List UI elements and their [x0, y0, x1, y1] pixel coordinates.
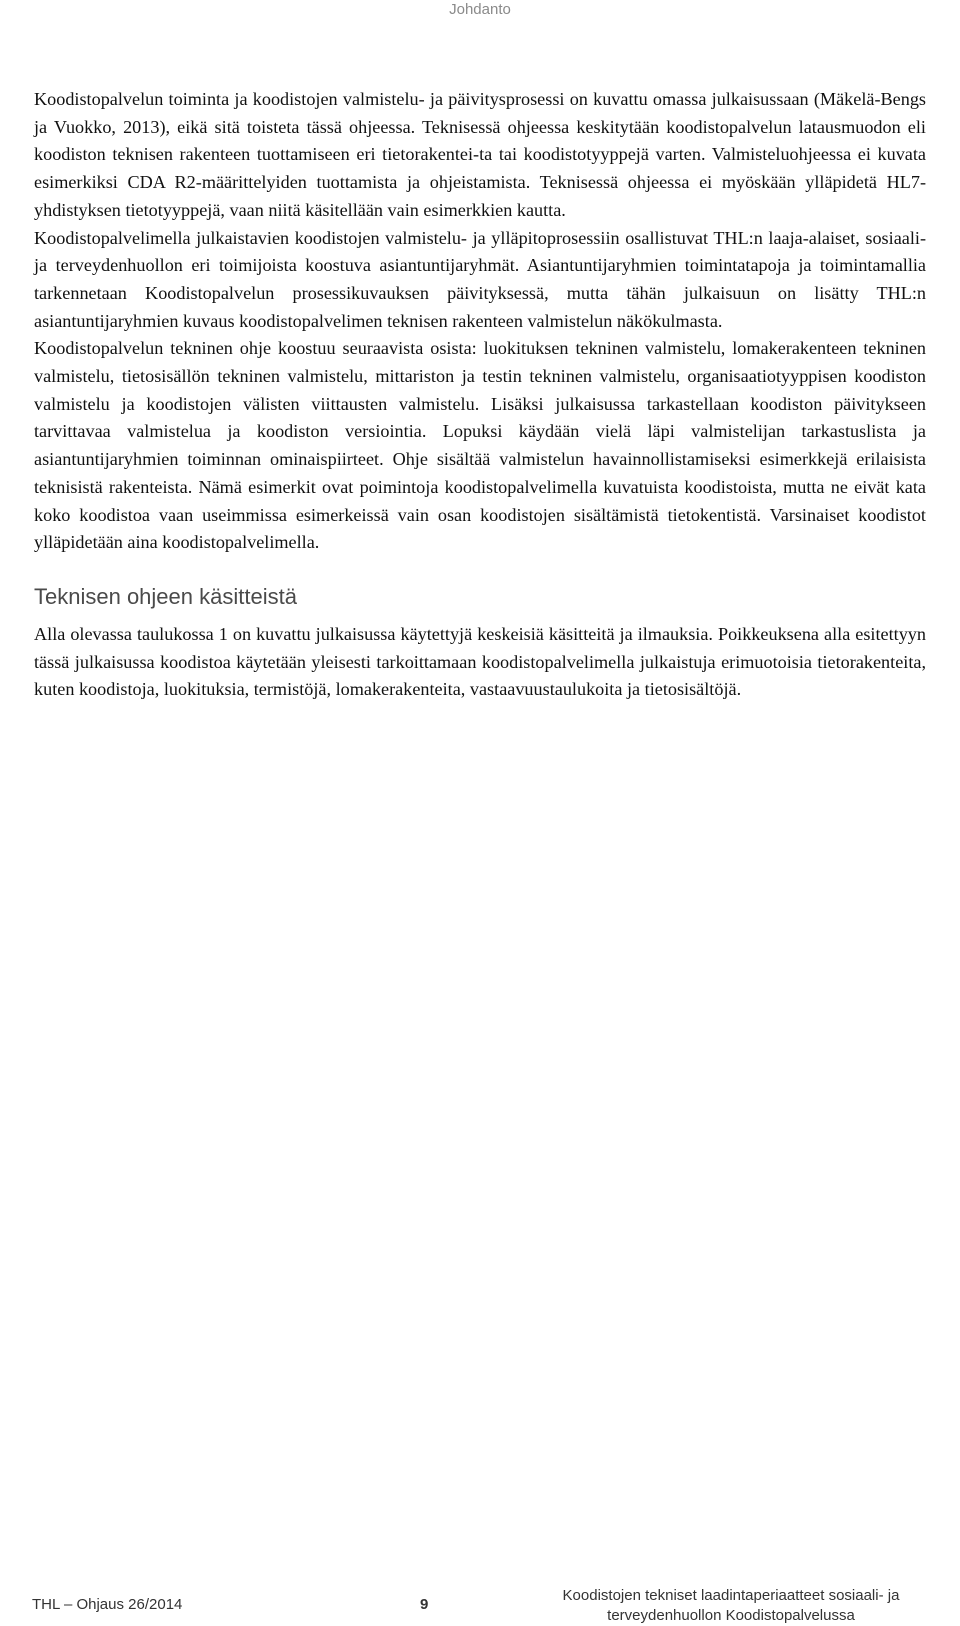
body-paragraph-1: Koodistopalvelun toiminta ja koodistojen valmistelu- ja päivitysprosessi on kuvattu omassa julkaisussaan (Mäkelä-Bengs ja Vuokko, 2013), eikä sitä toisteta tässä ohjeessa. Teknisessä ohjeessa keskitytään koodistopalvelun latausmuodon eli koodiston teknisen rakenteen tuottamiseen eri tietorakentei-ta tai koodistotyyppejä varten. Valmisteluohjeessa ei kuvata esimerkiksi CDA R2-määrittelyiden tuottamista ja ohjeistamista. Teknisessä ohjeessa ei myöskään ylläpidetä HL7-yhdistyksen tietotyyppejä, vaan niitä käsitellään vain esimerkkien kautta.	[34, 89, 926, 220]
footer-publication: THL – Ohjaus 26/2014	[32, 1596, 183, 1613]
footer-title	[536, 1586, 926, 1626]
body-paragraph-3: Koodistopalvelun tekninen ohje koostuu seuraavista osista: luokituksen tekninen valmistelu, lomakerakenteen tekninen valmistelu, tietosisällön tekninen valmistelu, mittariston ja testin tekninen valmistelu, organisaatiotyyppisen koodiston valmistelu ja koodistojen välisten viittausten valmistelu. Lisäksi julkaisussa tarkastellaan koodiston päivitykseen tarvittavaa valmistelua ja koodiston versiointia. Lopuksi käydään vielä läpi valmistelijan tarkastuslista ja asiantuntijaryhmien toiminnan ominaispiirteet. Ohje sisältää valmistelun havainnollistamiseksi esimerkkejä erilaisista teknisistä rakenteista. Nämä esimerkit ovat poimintoja koodistopalvelimella kuvatuista koodistoista, mutta ne eivät kata koko koodistoa vaan useimmissa esimerkeissä vain osan koodistojen sisältämistä tietokentistä. Varsinaiset koodistot ylläpidetään aina koodistopalvelimella.	[34, 338, 926, 553]
page-number: 9	[420, 1596, 429, 1613]
section-heading: Teknisen ohjeen käsitteistä	[34, 583, 297, 609]
footer-title-line-2: terveydenhuollon Koodistopalvelussa	[607, 1607, 855, 1624]
page-footer	[0, 1586, 960, 1624]
running-header: Johdanto	[449, 1, 511, 18]
footer-title-line-1: Koodistojen tekniset laadintaperiaatteet sosiaali- ja	[562, 1587, 900, 1604]
section-paragraph: Alla olevassa taulukossa 1 on kuvattu julkaisussa käytettyjä keskeisiä käsitteitä ja ilmauksia. Poikkeuksena alla esitettyyn tässä julkaisussa koodistoa käytetään yleisesti tarkoittamaan koodistopalvelimella julkaistuja erimuotoisia tietorakenteita, kuten koodistoja, luokituksia, termistöjä, lomakerakenteita, vastaavuustaulukoita ja tietosisältöjä.	[34, 623, 926, 700]
body-paragraph-2: Koodistopalvelimella julkaistavien koodistojen valmistelu- ja ylläpitoprosessiin osallistuvat THL:n laaja-alaiset, sosiaali- ja terveydenhuollon eri toimijoista koostuva asiantuntijaryhmät. Asiantuntijaryhmien toimintatapoja ja toimintamallia tarkennetaan Koodistopalvelun prosessikuvauksen päivityksessä, mutta tähän julkaisuun on lisätty THL:n asiantuntijaryhmien kuvaus koodistopalvelimen teknisen rakenteen valmistelun näkökulmasta.	[34, 227, 926, 331]
main-content	[34, 86, 926, 704]
